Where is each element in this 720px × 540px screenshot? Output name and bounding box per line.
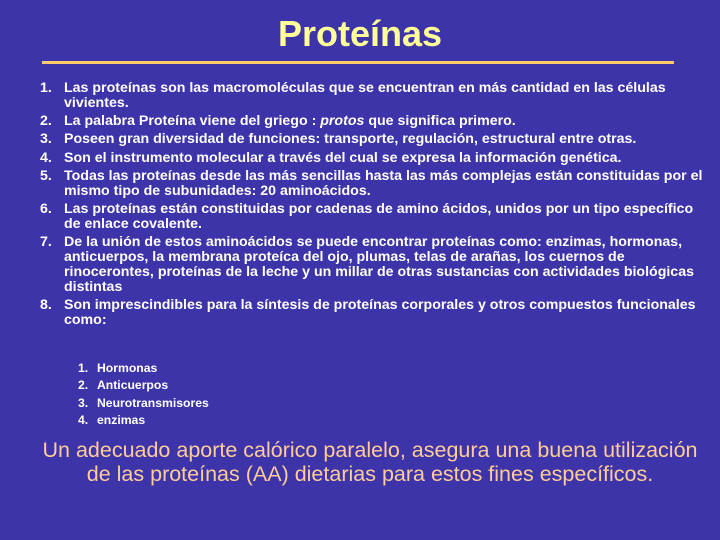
list-item-number: 2.: [40, 113, 52, 130]
sub-list-item: [78, 395, 209, 412]
list-item-text: Las proteínas son las macromoléculas que se encuentran en más cantidad en las células vivientes.: [64, 80, 666, 111]
list-item-number: 5.: [40, 167, 52, 184]
list-item-number: 3.: [40, 131, 52, 148]
sub-list-item: [78, 377, 209, 394]
sub-list-item-number: 3.: [78, 395, 89, 410]
list-item: [8, 235, 708, 294]
list-item-text-start: La palabra Proteína viene del griego :: [64, 113, 321, 130]
sub-list-item-text: Neurotransmisores: [97, 395, 209, 410]
list-item: [8, 151, 708, 166]
list-item-number: 1.: [40, 80, 52, 96]
list-item-number: 4.: [40, 149, 52, 166]
sub-list-item: [78, 412, 209, 429]
list-item: [8, 169, 708, 199]
list-item-text: Todas las proteínas desde las más sencillas hasta las más complejas están constituidas por el mismo tipo de subunidades: 20 aminoácidos.: [64, 167, 703, 199]
list-item-text: [64, 113, 516, 129]
sub-list-item-number: 4.: [78, 412, 89, 427]
list-item-text: Son imprescindibles para la síntesis de proteínas corporales y otros compuestos funcionales como:: [64, 296, 696, 328]
list-item-text: De la unión de estos aminoácidos se puede encontrar proteínas como: enzimas, hormonas, anticuerpos, la membrana proteíca del ojo, plumas, telas de arañas, los cuernos de rinocerontes, proteínas de la leche y un millar de otras sustancias con actividades biológicas distintas: [64, 234, 694, 295]
sub-list-item-number: 1.: [78, 361, 89, 375]
main-list: [8, 81, 708, 331]
list-item-text-end: que significa primero.: [364, 113, 516, 130]
list-item-text: Las proteínas están constituidas por cadenas de amino ácidos, unidos por un tipo específico de enlace covalente.: [64, 201, 694, 232]
conclusion-text: Un adecuado aporte calórico paralelo, asegura una buena utilización de las proteínas (AA) dietarias para estos fines específicos.: [42, 438, 698, 486]
sub-list-item-number: 2.: [78, 378, 89, 393]
list-item: [8, 132, 708, 147]
list-item-number: 8.: [40, 296, 52, 313]
list-item-text: Son el instrumento molecular a través del cual se expresa la información genética.: [64, 149, 622, 166]
sub-list: [78, 360, 209, 429]
list-item: [8, 114, 708, 129]
list-item: [8, 298, 708, 328]
list-item-number: 6.: [40, 201, 52, 218]
sub-list-item-text: enzimas: [97, 412, 146, 427]
list-item-text: Poseen gran diversidad de funciones: transporte, regulación, estructural entre otras.: [64, 131, 637, 148]
list-item: [8, 81, 708, 111]
list-item-emphasis: protos: [320, 113, 365, 130]
sub-list-item-text: Hormonas: [97, 361, 158, 375]
list-item-number: 7.: [40, 234, 52, 251]
list-item: [8, 202, 708, 232]
slide-title: Proteínas: [277, 13, 443, 54]
title-underline: [42, 61, 674, 64]
sub-list-item-text: Anticuerpos: [97, 378, 169, 393]
sub-list-item: [78, 360, 209, 377]
